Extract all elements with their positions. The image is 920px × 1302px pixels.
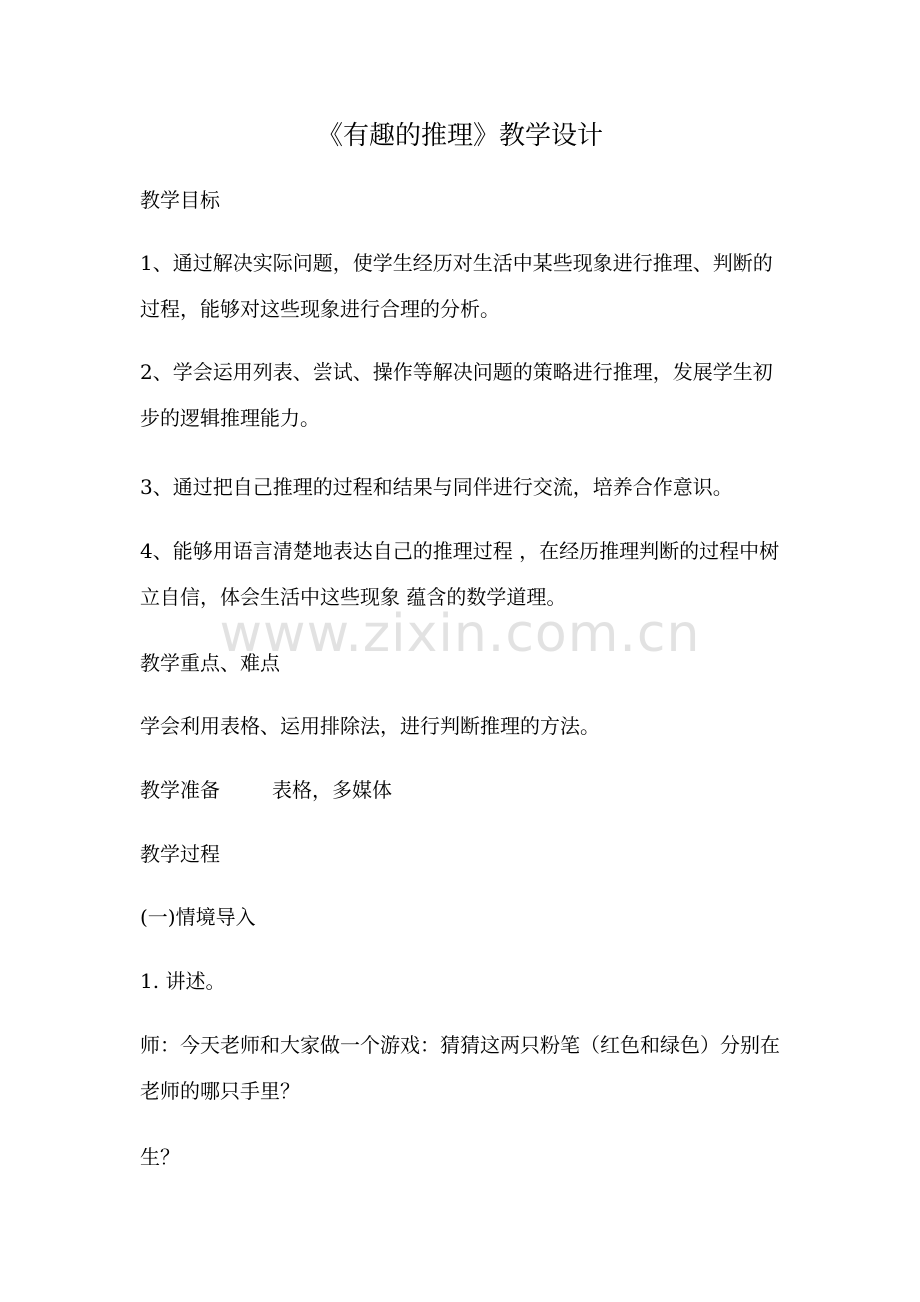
key-points-heading: 教学重点、难点 xyxy=(140,651,280,675)
objectives-heading: 教学目标 xyxy=(140,188,220,212)
objective-3: 3、通过把自己推理的过程和结果与同伴进行交流，培养合作意识。 xyxy=(140,475,733,499)
section-1-heading: (一)情境导入 xyxy=(140,905,256,929)
objective-4: 4、能够用语言清楚地表达自己的推理过程 ，在经历推理判断的过程中树立自信，体会生活中这些现象 蕴含的数学道理。 xyxy=(140,539,780,609)
key-points-text: 学会利用表格、运用排除法，进行判断推理的方法。 xyxy=(140,714,600,738)
step-1: 1. 讲述。 xyxy=(140,969,226,993)
preparation-label: 教学准备 xyxy=(140,778,220,802)
student-line: 生？ xyxy=(140,1145,180,1169)
objective-1: 1、通过解决实际问题，使学生经历对生活中某些现象进行推理、判断的过程，能够对这些现象进行合理的分析。 xyxy=(140,251,773,321)
watermark: www.zixin.com.cn xyxy=(219,604,701,664)
preparation-value: 表格，多媒体 xyxy=(272,778,392,802)
preparation-line xyxy=(140,767,788,813)
objective-2: 2、学会运用列表、尝试、操作等解决问题的策略进行推理，发展学生初步的逻辑推理能力。 xyxy=(140,360,773,430)
teacher-line: 师：今天老师和大家做一个游戏：猜猜这两只粉笔（红色和绿色）分别在老师的哪只手里？ xyxy=(140,1033,780,1103)
document-title: 《有趣的推理》教学设计 xyxy=(316,121,603,151)
process-heading: 教学过程 xyxy=(140,842,220,866)
